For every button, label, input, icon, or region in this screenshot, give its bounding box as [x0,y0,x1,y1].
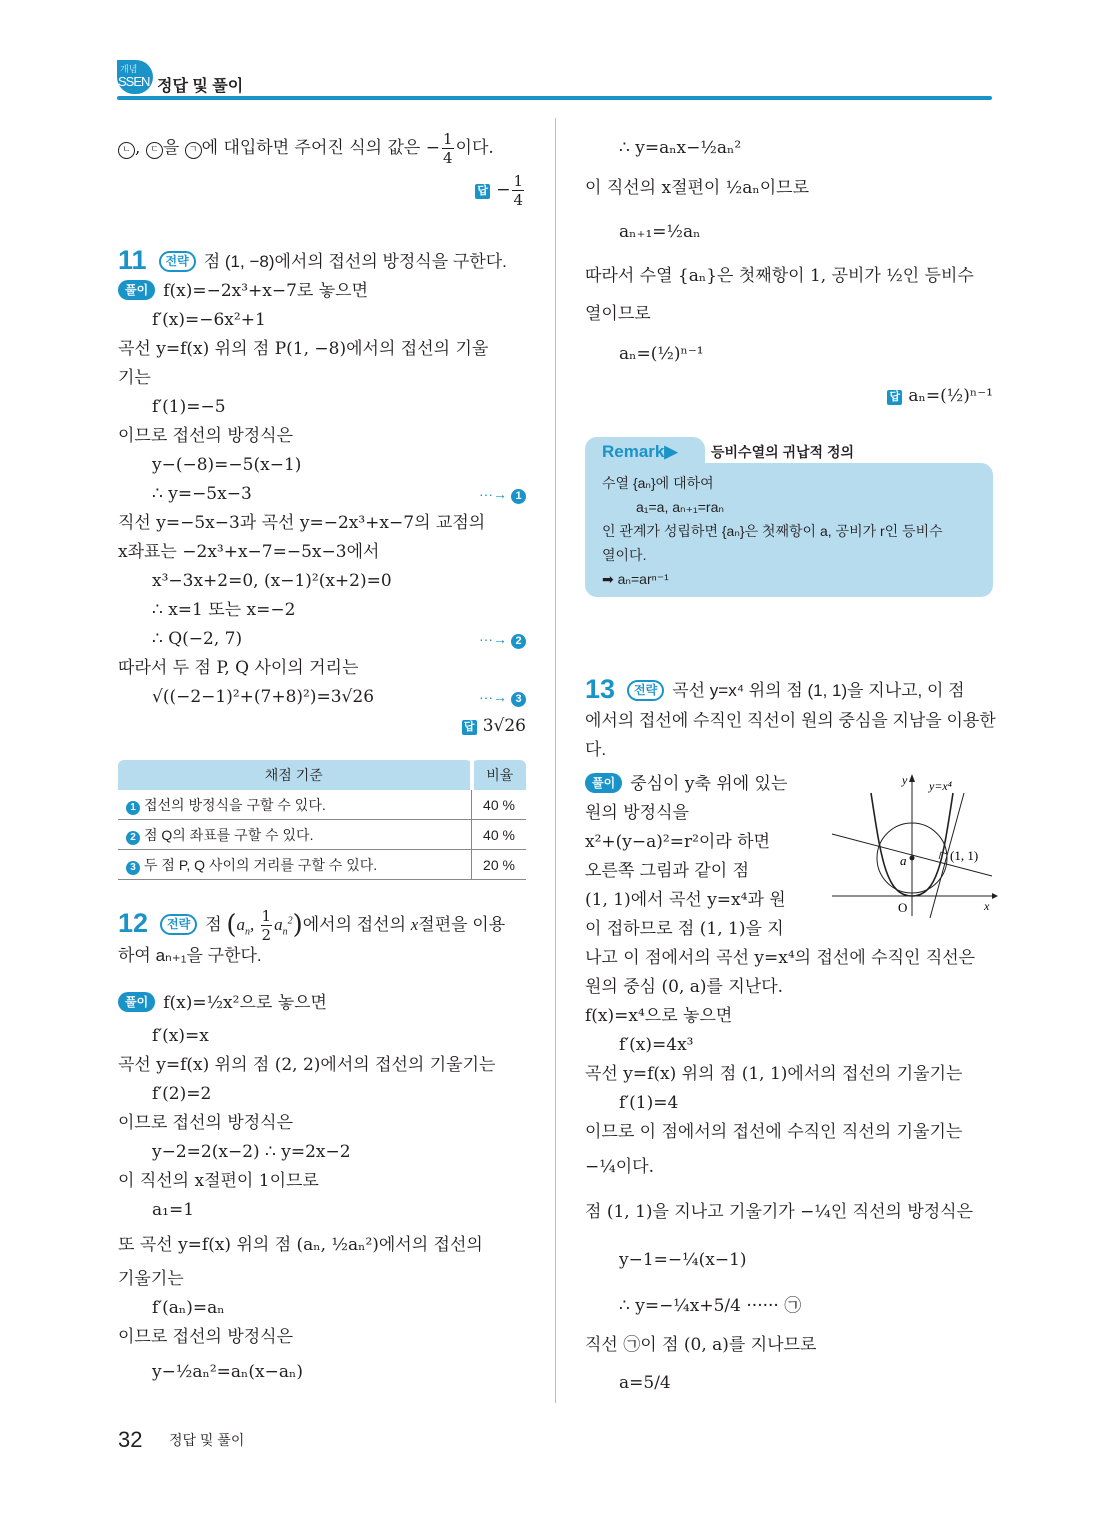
strategy-badge: 전략 [627,680,664,701]
step-marker-3: ···→ 3 [479,683,526,712]
svg-text:y=x⁴: y=x⁴ [929,779,952,793]
intro-line: ㄴ , ㄷ 을 ㄱ 에 대입하면 주어진 식의 값은 − $\frac{1}{4}$ 이다. [118,128,526,168]
page-header [117,60,992,100]
header-rule [117,96,992,100]
step-marker-2: ···→ 2 [479,625,526,654]
step-line-3: √((−2−1)²+(7+8)²)=3√26 ···→ 3 [118,683,526,712]
logo-top-text: 개념 [120,64,138,74]
table-header-ratio: 비율 [472,760,527,790]
svg-text:O: O [898,900,908,915]
answer-12: 답 aₙ=(½)ⁿ⁻¹ [585,376,993,416]
step-line-2: ∴ Q(−2, 7) ···→ 2 [118,625,526,654]
remark-label: Remark▶ [602,442,678,461]
answer-badge: 답 [475,184,490,199]
center-point [910,856,915,861]
footer-label: 정답 및 풀이 [168,1432,245,1448]
solution-badge: 풀이 [118,280,155,300]
brand-logo [117,60,153,94]
step-marker-1: ···→ 1 [479,480,526,509]
circle-tangent-figure [826,768,998,918]
answer-badge: 답 [887,390,902,405]
problem-number: 11 [118,245,147,275]
problem-12-header: 12 전략 점 ($a_n$, $\frac{1}{2}$ $a_n^2$)에서의 접선의 x절편을 이용 [118,906,506,944]
step-line-1: ∴ y=−5x−3 ···→ 1 [118,480,526,509]
strategy-badge: 전략 [160,914,197,935]
page-number: 32 [118,1427,143,1452]
column-divider [555,118,556,1403]
answer-prev: 답 − $\frac{1}{4}$ [118,168,526,212]
svg-text:a: a [900,853,907,868]
table-row: 3 두 점 P, Q 사이의 거리를 구할 수 있다. 20 % [118,850,526,880]
remark-title: 등비수열의 귀납적 정의 [711,444,855,460]
remark-body: 수열 {aₙ}에 대하여 a₁=a, aₙ₊₁=raₙ 인 관계가 성립하면 {aₙ}은 첫째항이 a, 공비가 r인 등비수 열이다. ➡ aₙ=arⁿ⁻¹ [602,475,943,587]
answer-badge: 답 [462,720,477,735]
solution-badge: 풀이 [585,773,622,793]
table-row: 1 접선의 방정식을 구할 수 있다. 40 % [118,790,526,820]
problem-11-header: 11 전략 점 (1, −8)에서의 접선의 방정식을 구한다. [118,245,507,275]
left-column: ㄴ , ㄷ 을 ㄱ 에 대입하면 주어진 식의 값은 − $\frac{1}{4}$ 이다. 답 − $\frac{1}{4}$ 11 전략 점 (1, −8)에서의 접선의 방정식을 구한다. 풀이 f(x)=−2x³+x−7로 놓으면 f′(x)=−6x²+1 곡선 y=f(x) 위의 점 P(1, −8)에서의 접선의 기울 기는 f′(1)=−5 이므로 접선의 방정식은 y−(−8)=−5(x−1) ∴ y=−5x−3 ···→ 1 직선 y=−5x−3과 곡선 y=−2x³+x−7의 교점의 x좌표는 −2x³+x−7=−5x−3에서 x³−3x+2=0, (x−1)²(x+2)=0 ∴ x=1 또는 x=−2 ∴ Q(−2, 7) ···→ 2 따라서 두 점 P, Q 사이의 거리는 √((−2−1)²+(7+8)²)=3√26 ···→ 3 답 3√26 [118,128,526,741]
header-title: 정답 및 풀이 [157,78,244,95]
problem-13-header: 13 전략 곡선 y=x⁴ 위의 점 (1, 1)을 지나고, 이 점 [585,674,965,704]
table-row: 2 점 Q의 좌표를 구할 수 있다. 40 % [118,820,526,850]
table-header-criterion: 채점 기준 [118,760,472,790]
svg-text:y: y [902,773,908,787]
logo-bottom-text: SSEN [118,74,150,89]
strategy-badge: 전략 [159,251,196,272]
solution-badge: 풀이 [118,992,155,1012]
page-footer [118,1427,244,1453]
solution-line: 풀이 f(x)=−2x³+x−7로 놓으면 [118,277,526,306]
right-column-top: ∴ y=aₙx−½aₙ² 이 직선의 x절편이 ½aₙ이므로 aₙ₊₁=½aₙ 따라서 수열 {aₙ}은 첫째항이 1, 공비가 ½인 등비수 열이므로 aₙ=(½)ⁿ⁻¹ 답 aₙ=(½)ⁿ⁻¹ [585,128,993,416]
answer-11: 답 3√26 [118,712,526,741]
remark-box [585,437,993,597]
problem-12: 12 전략 점 ($a_n$, $\frac{1}{2}$ $a_n^2$)에서의 접선의 x절편을 이용 하여 aₙ₊₁을 구한다. 풀이 f(x)=½x²으로 놓으면 f′(x)=x 곡선 y=f(x) 위의 점 (2, 2)에서의 접선의 기울기는 f′(2)=2 이므로 접선의 방정식은 y−2=2(x−2) ∴ y=2x−2 이 직선의 x절편이 1이므로 a₁=1 또 곡선 y=f(x) 위의 점 (aₙ, ½aₙ²)에서의 접선의 기울기는 f′(aₙ)=aₙ 이므로 접선의 방정식은 y−½aₙ²=aₙ(x−aₙ) [118,905,526,1392]
svg-text:x: x [984,899,990,913]
problem-13: 13 전략 곡선 y=x⁴ 위의 점 (1, 1)을 지나고, 이 점 에서의 접선에 수직인 직선이 원의 중심을 지남을 이용한 다. 풀이 중심이 y축 위에 있는 원의 방정식을 x²+(y−a)²=r²이라 하면 오른쪽 그림과 같이 점 (1, 1)에서 곡선 y=x⁴과 원 이 접하므로 점 (1, 1)을 지 나고 이 점에서의 곡선 y=x⁴의 접선에 수직인 직선은 원의 중심 (0, a)를 지난다. f(x)=x⁴으로 놓으면 f′(x)=4x³ 곡선 y=f(x) 위의 점 (1, 1)에서의 접선의 기울기는 f′(1)=4 이므로 이 점에서의 접선에 수직인 직선의 기울기는 −¼이다. 점 (1, 1)을 지나고 기울기가 −¼인 직선의 방정식은 y−1=−¼(x−1) ∴ y=−¼x+5/4 ······ ㉠ 직선 ㉠이 점 (0, a)를 지나므로 a=5/4 [585,674,996,1393]
grading-table [118,760,526,880]
svg-text:(1, 1): (1, 1) [950,848,979,863]
